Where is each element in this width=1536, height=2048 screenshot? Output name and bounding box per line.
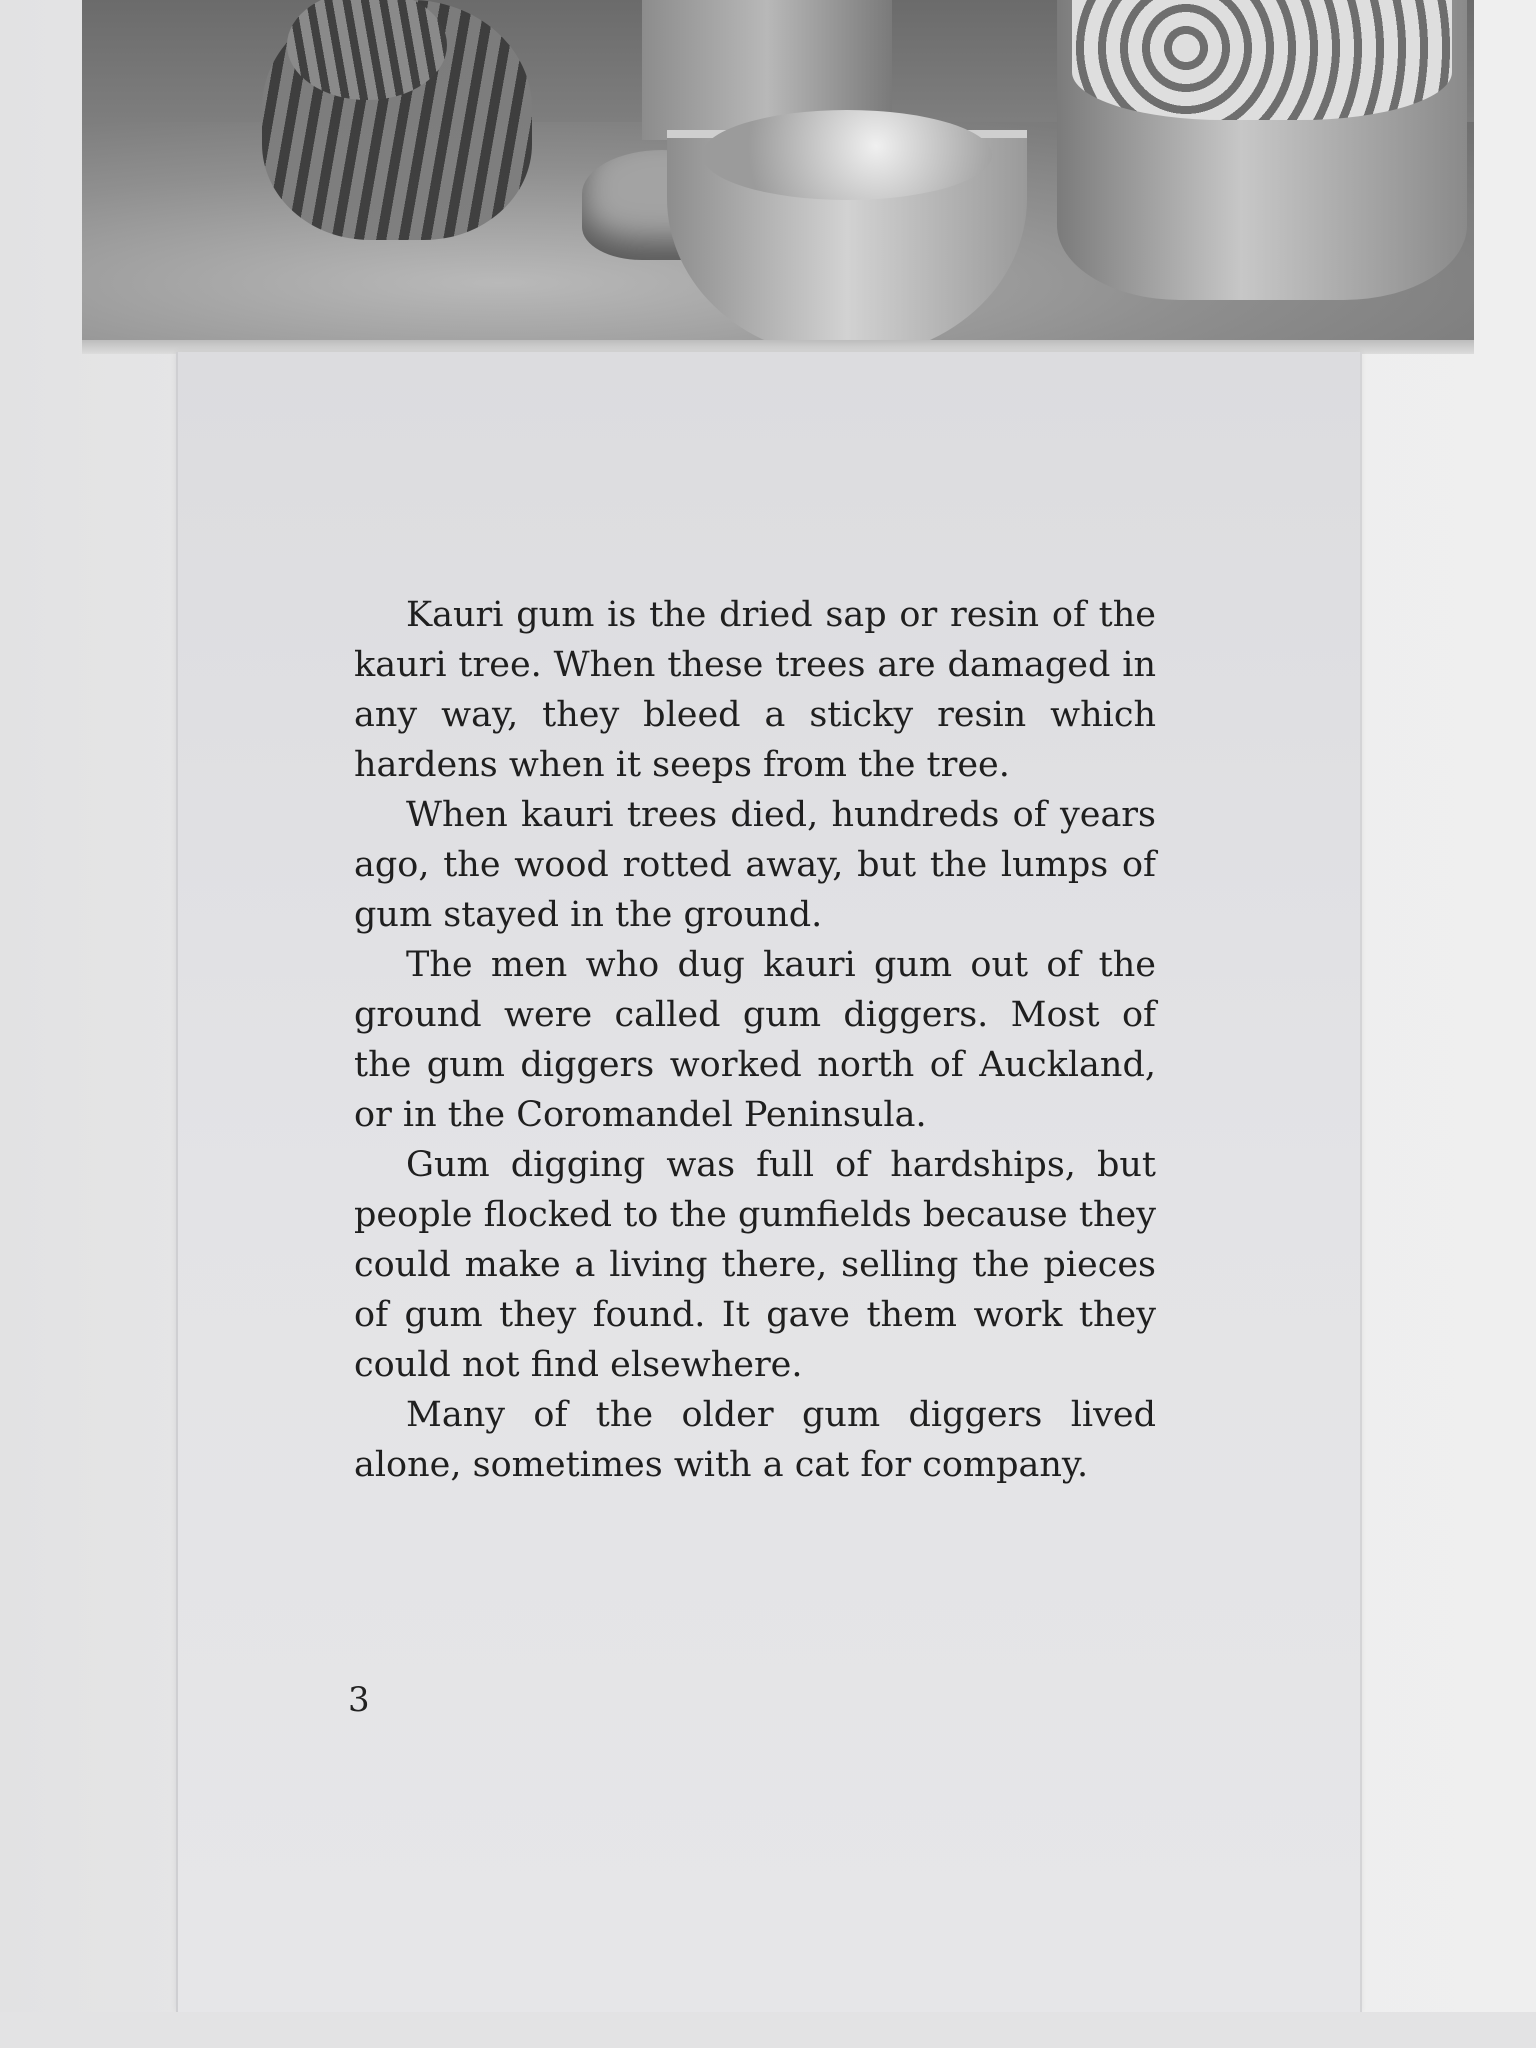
text-page xyxy=(176,352,1362,2012)
table-surface xyxy=(0,2012,1536,2048)
gum-pieces-in-bowl xyxy=(702,110,992,200)
gum-pieces-in-bucket xyxy=(1072,0,1452,120)
paragraph: Kauri gum is the dried sap or resin of the kauri tree. When these trees are damaged in any way, they bleed a sticky resin which hardens when it seeps from the tree. xyxy=(354,595,1156,785)
photograph xyxy=(82,0,1474,352)
paragraph: Gum digging was full of hardships, but people flocked to the gumfields because they could make a living there, selling the pieces of gum they found. It gave them work they could not find elsewhere. xyxy=(354,1145,1156,1385)
body-text xyxy=(354,590,1156,1490)
paragraph: When kauri trees died, hundreds of years ago, the wood rotted away, but the lumps of gum stayed in the ground. xyxy=(354,795,1156,935)
page-number: 3 xyxy=(348,1680,370,1720)
paragraph: Many of the older gum diggers lived alone, sometimes with a cat for company. xyxy=(354,1395,1156,1485)
paragraph: The men who dug kauri gum out of the ground were called gum diggers. Most of the gum diggers worked north of Auckland, or in the Coromandel Peninsula. xyxy=(354,945,1156,1135)
